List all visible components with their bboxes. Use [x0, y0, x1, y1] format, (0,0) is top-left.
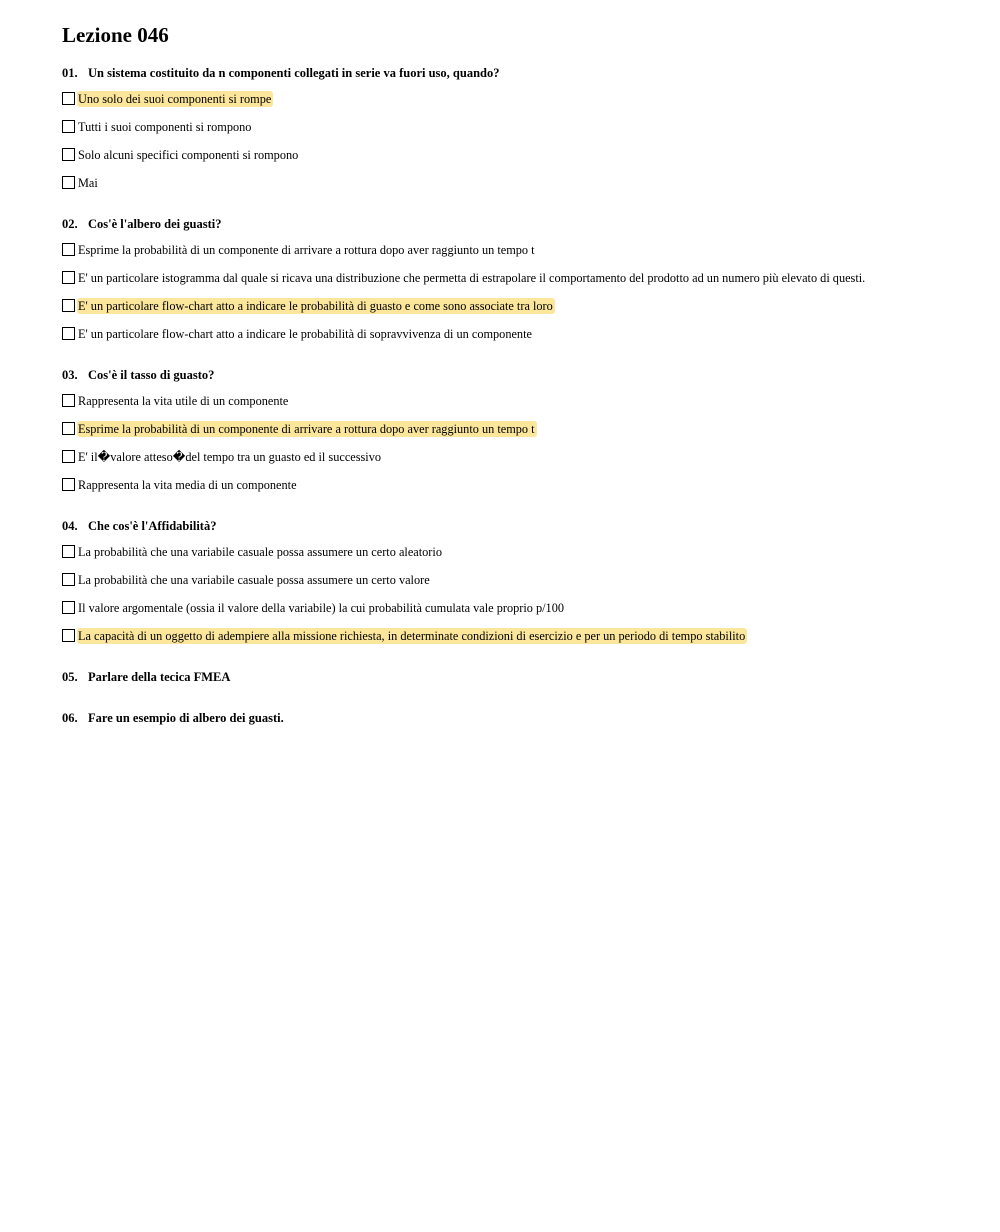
checkbox-icon[interactable]: [62, 422, 75, 435]
checkbox-icon[interactable]: [62, 327, 75, 340]
question-3: [62, 367, 214, 383]
checkbox-icon[interactable]: [62, 601, 75, 614]
answer-option[interactable]: [62, 476, 299, 493]
highlighted-answer-text: La capacità di un oggetto di adempiere alla missione richiesta, in determinate condizioni di esercizio e per un periodo di tempo stabilito: [78, 628, 746, 643]
checkbox-icon[interactable]: [62, 478, 75, 491]
answer-option[interactable]: [62, 241, 537, 258]
answer-option[interactable]: [62, 118, 253, 135]
question-text: Cos'è il tasso di guasto?: [88, 368, 215, 382]
answer-option[interactable]: [62, 269, 867, 286]
answer-option[interactable]: [62, 392, 290, 409]
answer-text: Il valore argomentale (ossia il valore della variabile) la cui probabilità cumulata vale proprio p/100: [78, 600, 565, 615]
question-1: [62, 65, 499, 81]
answer-option[interactable]: [62, 325, 534, 342]
answer-option[interactable]: [62, 174, 100, 191]
answer-option[interactable]: [62, 420, 537, 437]
question-text: Parlare della tecica FMEA: [88, 670, 231, 684]
checkbox-icon[interactable]: [62, 271, 75, 284]
question-number: 04.: [62, 519, 78, 533]
checkbox-icon[interactable]: [62, 243, 75, 256]
answer-text: Esprime la probabilità di un componente di arrivare a rottura dopo aver raggiunto un tempo t: [78, 242, 535, 257]
question-text: Un sistema costituito da n componenti collegati in serie va fuori uso, quando?: [88, 66, 500, 80]
highlighted-answer-text: E' un particolare flow-chart atto a indicare le probabilità di guasto e come sono associate tra loro: [78, 298, 553, 313]
answer-text: E' un particolare flow-chart atto a indicare le probabilità di sopravvivenza di un componente: [78, 326, 532, 341]
checkbox-icon[interactable]: [62, 545, 75, 558]
question-5: [62, 669, 230, 685]
question-number: 01.: [62, 66, 78, 80]
answer-text: E' un particolare istogramma dal quale si ricava una distribuzione che permetta di estrapolare il comportamento del prodotto ad un numero più elevato di questi.: [78, 270, 866, 285]
question-number: 02.: [62, 217, 78, 231]
checkbox-icon[interactable]: [62, 299, 75, 312]
checkbox-icon[interactable]: [62, 450, 75, 463]
answer-option[interactable]: [62, 627, 747, 644]
answer-option[interactable]: [62, 599, 566, 616]
answer-option[interactable]: [62, 297, 555, 314]
answer-option[interactable]: [62, 543, 444, 560]
answer-text: Tutti i suoi componenti si rompono: [78, 119, 252, 134]
highlighted-answer-text: Esprime la probabilità di un componente di arrivare a rottura dopo aver raggiunto un tempo t: [78, 421, 535, 436]
question-text: Cos'è l'albero dei guasti?: [88, 217, 222, 231]
answer-text: Solo alcuni specifici componenti si rompono: [78, 147, 299, 162]
question-6: [62, 710, 284, 726]
question-number: 05.: [62, 670, 78, 684]
checkbox-icon[interactable]: [62, 573, 75, 586]
checkbox-icon[interactable]: [62, 176, 75, 189]
answer-text: La probabilità che una variabile casuale possa assumere un certo aleatorio: [78, 544, 442, 559]
question-4: [62, 518, 216, 534]
question-number: 06.: [62, 711, 78, 725]
question-number: 03.: [62, 368, 78, 382]
answer-option[interactable]: [62, 146, 300, 163]
page-title: Lezione 046: [62, 23, 169, 47]
answer-option[interactable]: [62, 90, 273, 107]
question-text: Fare un esempio di albero dei guasti.: [88, 711, 284, 725]
answer-text: E' il�valore atteso�del tempo tra un guasto ed il successivo: [78, 449, 382, 464]
checkbox-icon[interactable]: [62, 394, 75, 407]
checkbox-icon[interactable]: [62, 92, 75, 105]
checkbox-icon[interactable]: [62, 629, 75, 642]
answer-text: Rappresenta la vita utile di un componente: [78, 393, 289, 408]
answer-option[interactable]: [62, 571, 432, 588]
answer-text: Rappresenta la vita media di un componente: [78, 477, 297, 492]
answer-option[interactable]: [62, 448, 383, 465]
checkbox-icon[interactable]: [62, 120, 75, 133]
question-2: [62, 216, 221, 232]
checkbox-icon[interactable]: [62, 148, 75, 161]
question-text: Che cos'è l'Affidabilità?: [88, 519, 217, 533]
answer-text: La probabilità che una variabile casuale possa assumere un certo valore: [78, 572, 430, 587]
answer-text: Mai: [78, 175, 98, 190]
highlighted-answer-text: Uno solo dei suoi componenti si rompe: [78, 91, 272, 106]
